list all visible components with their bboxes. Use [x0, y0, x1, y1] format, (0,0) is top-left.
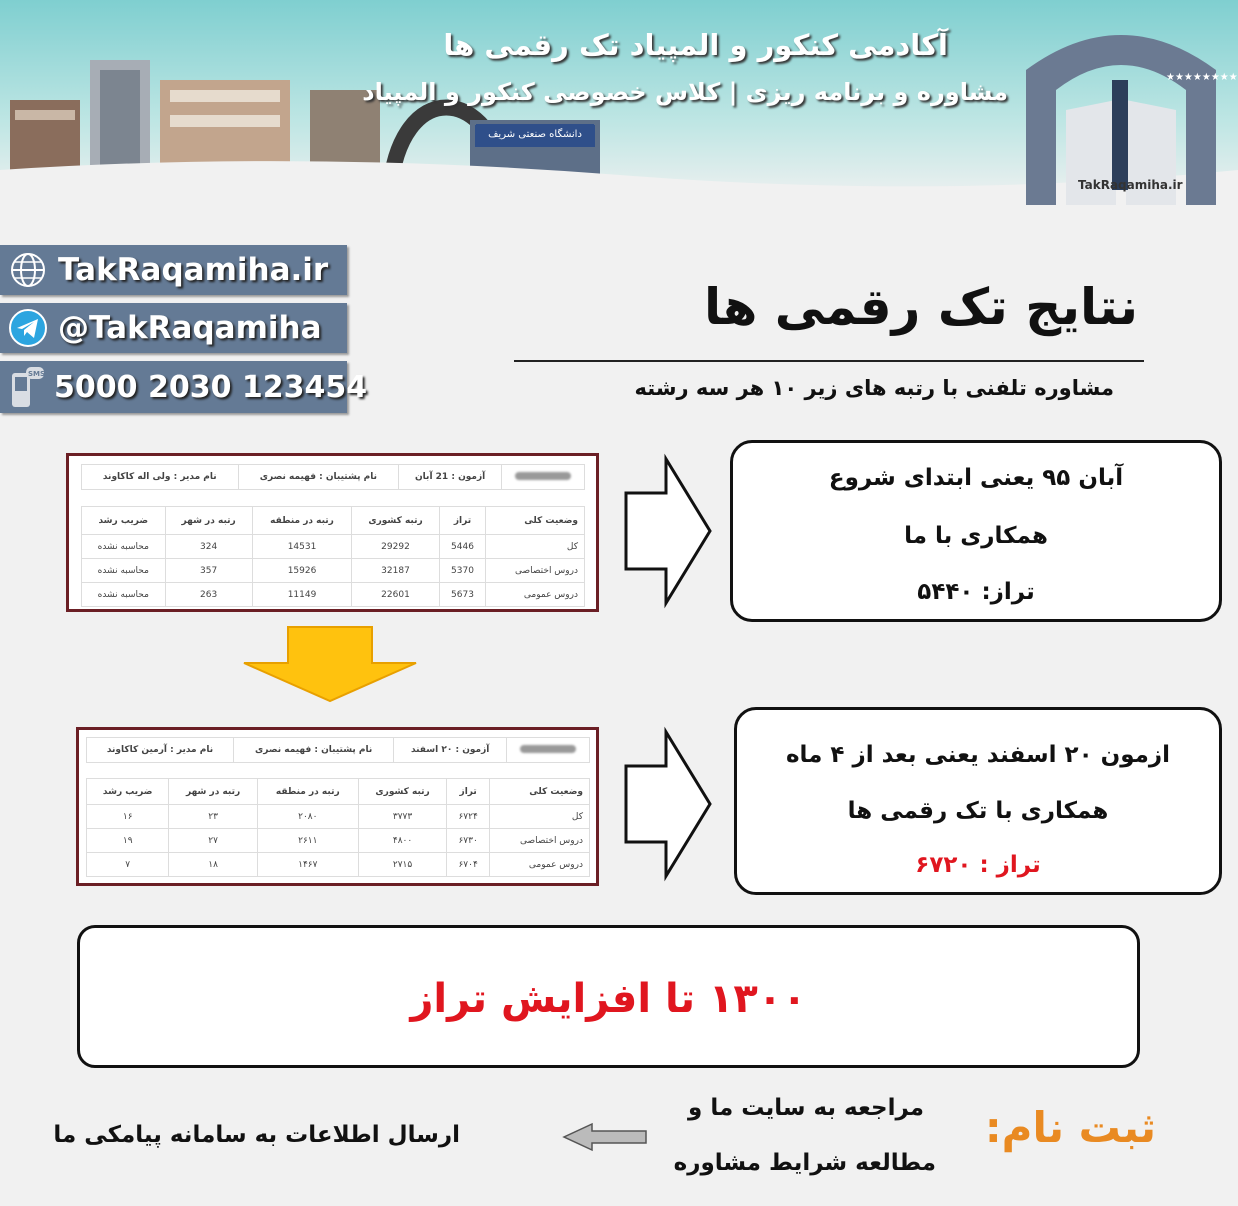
increase-text: ۱۳۰۰ تا افزایش تراز [410, 976, 807, 1022]
table-cell: ۱۹ [87, 829, 169, 853]
col-header: ضریب رشد [82, 507, 166, 535]
read-terms-text: مطالعه شرایط مشاوره [673, 1150, 936, 1176]
box-score: تراز : ۶۷۲۰ [915, 852, 1041, 878]
table-cell: 14531 [252, 535, 352, 559]
table-cell: ۱۴۶۷ [257, 853, 358, 877]
col-header: وضعیت کلی [489, 779, 589, 805]
col-header: رتبه در منطقه [252, 507, 352, 535]
table-cell: محاسبه نشده [82, 583, 166, 607]
col-header: وضعیت کلی [486, 507, 585, 535]
down-arrow-icon [240, 625, 420, 705]
svg-text:★★★★★★★★: ★★★★★★★★ [1166, 72, 1238, 83]
exam-label: آزمون : ۲۰ اسفند [394, 738, 507, 763]
table-cell: ۲۳ [169, 805, 257, 829]
table-cell: ۲۷۱۵ [358, 853, 447, 877]
table-cell: دروس عمومی [489, 853, 589, 877]
student-name-blurred [507, 738, 590, 763]
result-screenshot-aban [66, 453, 599, 612]
manager-label: نام مدیر : ولی اله کاکاوند [82, 465, 239, 490]
sms-bar[interactable] [0, 361, 368, 413]
globe-icon [6, 248, 50, 292]
table-cell: 29292 [352, 535, 439, 559]
svg-text:SMS: SMS [28, 370, 46, 378]
table-cell: ۷ [87, 853, 169, 877]
table-cell: 11149 [252, 583, 352, 607]
table-row [82, 535, 585, 559]
box-line: آبان ۹۵ یعنی ابتدای شروع [828, 465, 1124, 491]
table-row [87, 829, 590, 853]
table-cell: ۲۷ [169, 829, 257, 853]
table-cell: کل [489, 805, 589, 829]
col-header: تراز [439, 507, 486, 535]
page-title: نتایج تک رقمی ها [703, 278, 1138, 336]
table-cell: ۱۸ [169, 853, 257, 877]
table-cell: ۲۶۱۱ [257, 829, 358, 853]
telegram-icon [6, 306, 50, 350]
result-screenshot-esfand [76, 727, 599, 886]
telegram-text: @TakRaqamiha [58, 310, 322, 346]
table-cell: 22601 [352, 583, 439, 607]
box-line: ازمون ۲۰ اسفند یعنی بعد از ۴ ماه [785, 742, 1171, 768]
manager-label: نام مدیر : آرمین کاکاوند [87, 738, 234, 763]
website-text: TakRaqamiha.ir [58, 252, 329, 288]
page-subtitle: مشاوره تلفنی با رتبه های زیر ۱۰ هر سه رشته [634, 376, 1114, 400]
box-line: همکاری با تک رقمی ها [847, 798, 1109, 824]
table-row [87, 805, 590, 829]
box-score: تراز: ۵۴۴۰ [917, 579, 1035, 605]
info-row [81, 464, 585, 490]
col-header: تراز [447, 779, 490, 805]
university-sign: دانشگاه صنعتی شریف [476, 124, 594, 146]
table-cell: 263 [165, 583, 252, 607]
info-row [86, 737, 590, 763]
right-arrow-icon [624, 730, 712, 878]
telegram-bar[interactable] [0, 303, 347, 353]
table-cell: دروس عمومی [486, 583, 585, 607]
result-table [81, 506, 585, 607]
table-cell: دروس اختصاصی [489, 829, 589, 853]
table-row [87, 853, 590, 877]
sms-info-text: ارسال اطلاعات به سامانه پیامکی ما [53, 1122, 460, 1148]
table-cell: کل [486, 535, 585, 559]
col-header: رتبه در شهر [165, 507, 252, 535]
logo-caption: TakRaqamiha.ir [1078, 178, 1183, 192]
table-cell: 324 [165, 535, 252, 559]
col-header: رتبه در شهر [169, 779, 257, 805]
exam-label: آزمون : 21 آبان [399, 465, 502, 490]
supporter-label: نام پشتیبان : فهیمه نصری [233, 738, 393, 763]
increase-box [77, 925, 1140, 1068]
table-cell: 5673 [439, 583, 486, 607]
table-cell: 5370 [439, 559, 486, 583]
table-cell: 5446 [439, 535, 486, 559]
col-header: رتبه کشوری [358, 779, 447, 805]
table-cell: ۳۷۷۳ [358, 805, 447, 829]
table-cell: 15926 [252, 559, 352, 583]
table-cell: ۶۷۳۰ [447, 829, 490, 853]
table-row [82, 559, 585, 583]
student-name-blurred [502, 465, 585, 490]
col-header: ضریب رشد [87, 779, 169, 805]
sms-phone-icon [6, 365, 46, 409]
table-cell: محاسبه نشده [82, 535, 166, 559]
result-table [86, 778, 590, 877]
academy-subtitle: مشاوره و برنامه ریزی | کلاس خصوصی کنکور و المپیاد [362, 78, 1008, 106]
box-line: همکاری با ما [904, 523, 1048, 549]
table-cell: ۴۸۰۰ [358, 829, 447, 853]
col-header: رتبه کشوری [352, 507, 439, 535]
table-cell: 32187 [352, 559, 439, 583]
table-cell: ۱۶ [87, 805, 169, 829]
website-bar[interactable] [0, 245, 347, 295]
esfand-result-box [734, 707, 1222, 895]
table-row [82, 583, 585, 607]
academy-logo [1016, 10, 1238, 205]
table-cell: 357 [165, 559, 252, 583]
table-cell: محاسبه نشده [82, 559, 166, 583]
table-cell: ۶۷۰۴ [447, 853, 490, 877]
supporter-label: نام پشتیبان : فهیمه نصری [238, 465, 399, 490]
table-cell: ۶۷۲۴ [447, 805, 490, 829]
right-arrow-icon [624, 457, 712, 605]
visit-site-text: مراجعه به سایت ما و [688, 1095, 924, 1121]
aban-result-box [730, 440, 1222, 622]
left-arrow-icon [562, 1122, 648, 1152]
academy-title: آکادمی کنکور و المپیاد تک رقمی ها [443, 28, 948, 62]
register-label[interactable]: ثبت نام: [984, 1103, 1156, 1152]
table-cell: ۲۰۸۰ [257, 805, 358, 829]
sms-number: 5000 2030 123454 [54, 369, 368, 405]
title-divider [514, 360, 1144, 362]
col-header: رتبه در منطقه [257, 779, 358, 805]
table-cell: دروس اختصاصی [486, 559, 585, 583]
